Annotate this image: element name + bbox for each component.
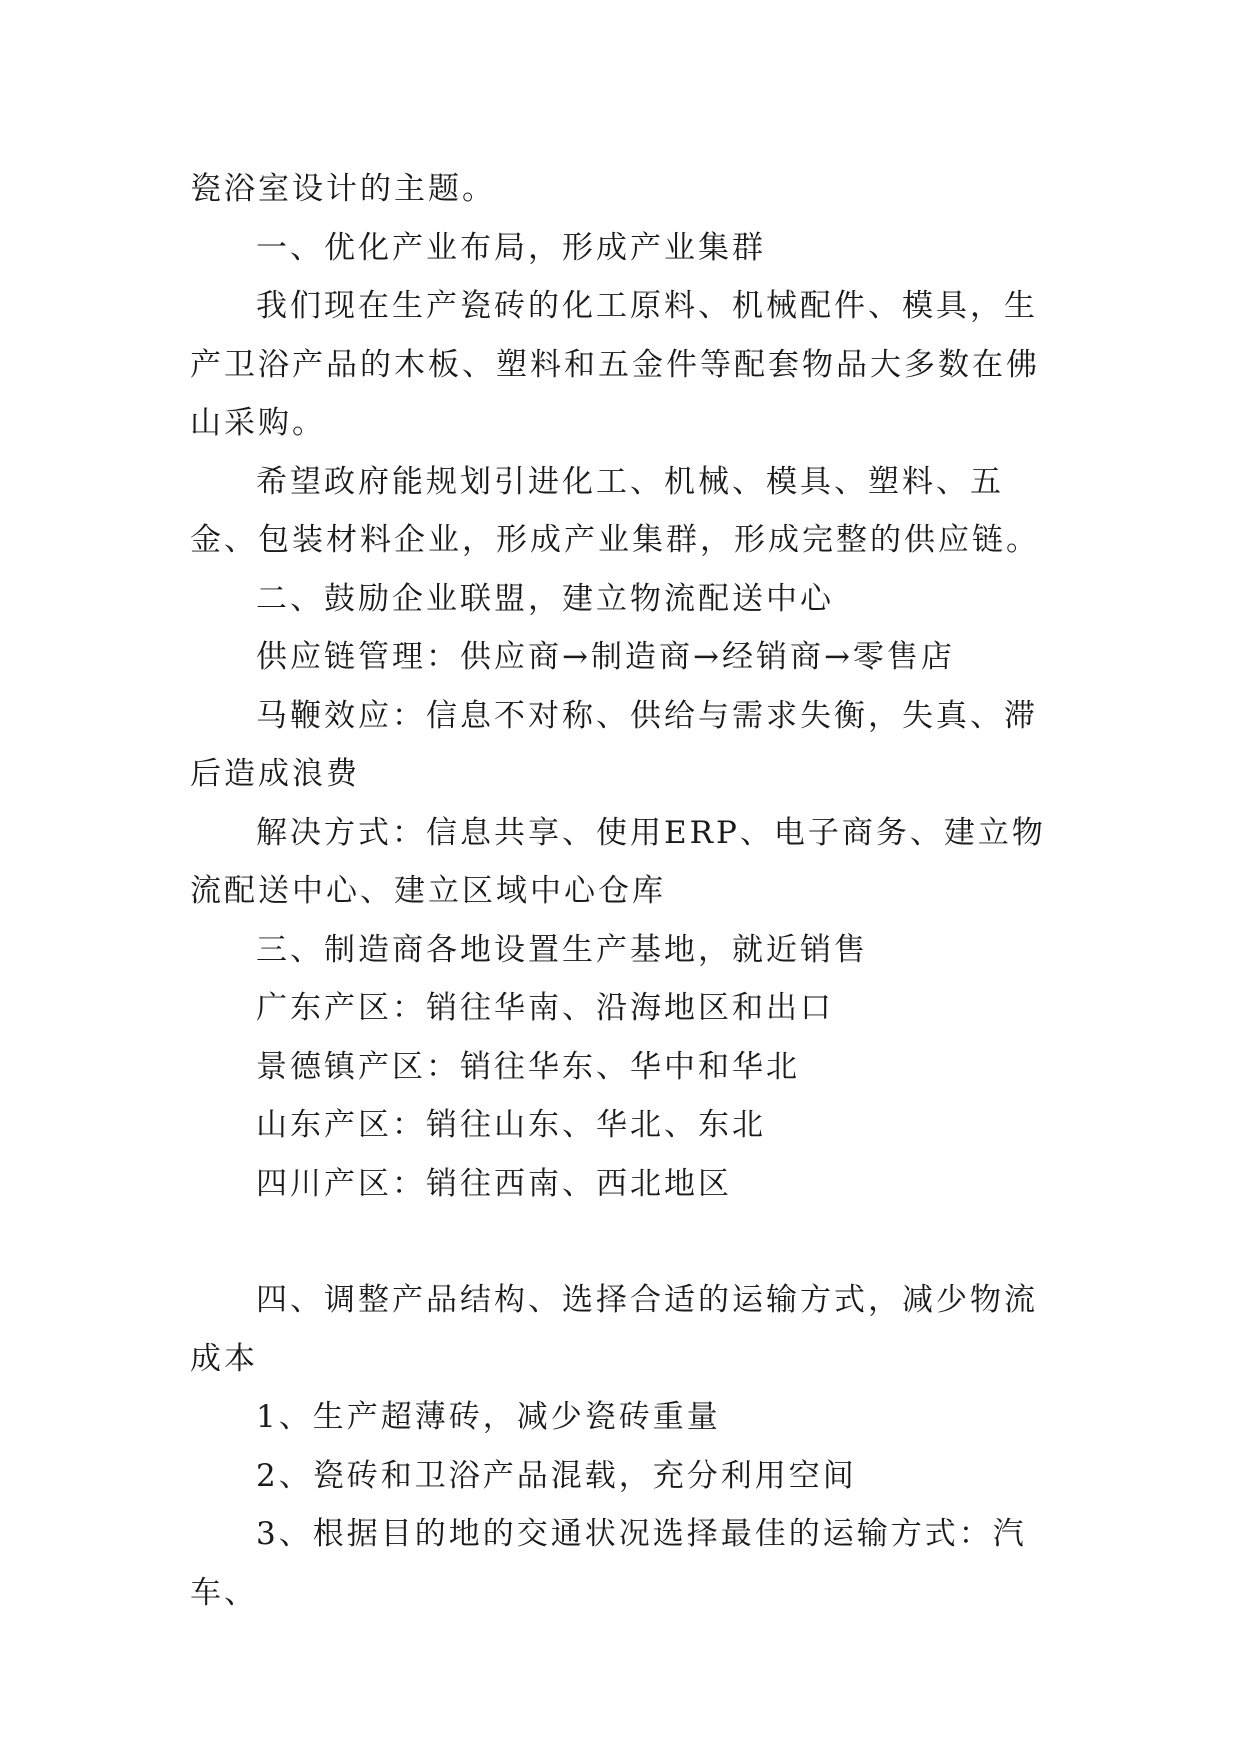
paragraph-region-shandong: 山东产区：销往山东、华北、东北 [256,1107,766,1143]
list-item-3: 3、根据目的地的交通状况选择最佳的运输方式：汽车、 [190,1516,1027,1611]
paragraph-supply-chain: 供应链管理：供应商→制造商→经销商→零售店 [256,639,955,675]
heading-section-4: 四、调整产品结构、选择合适的运输方式，减少物流成本 [190,1282,1038,1377]
heading-section-3: 三、制造商各地设置生产基地，就近销售 [256,931,868,968]
heading-section-1: 一、优化产业布局，形成产业集群 [256,229,766,266]
paragraph-procurement: 我们现在生产瓷砖的化工原料、机械配件、模具，生产卫浴产品的木板、塑料和五金件等配套物品大多数在佛山采购。 [190,288,1040,441]
document-body [190,160,1070,1622]
paragraph-solutions: 解决方式：信息共享、使用ERP、电子商务、建立物流配送中心、建立区域中心仓库 [190,814,1046,909]
heading-section-2: 二、鼓励企业联盟，建立物流配送中心 [256,580,834,617]
blank-line [190,1213,1070,1271]
paragraph-region-jingdezhen: 景德镇产区：销往华东、华中和华北 [256,1048,800,1085]
paragraph-region-sichuan: 四川产区：销往西南、西北地区 [256,1165,732,1202]
list-item-2: 2、瓷砖和卫浴产品混载，充分利用空间 [256,1457,857,1494]
paragraph-continuation: 瓷浴室设计的主题。 [190,171,496,207]
list-item-1: 1、生产超薄砖，减少瓷砖重量 [256,1399,721,1435]
paragraph-bullwhip-effect: 马鞭效应：信息不对称、供给与需求失衡，失真、滞后造成浪费 [190,697,1038,792]
paragraph-industry-cluster: 希望政府能规划引进化工、机械、模具、塑料、五金、包装材料企业，形成产业集群，形成完整的供应链。 [190,463,1040,558]
paragraph-region-guangdong: 广东产区：销往华南、沿海地区和出口 [256,990,834,1026]
